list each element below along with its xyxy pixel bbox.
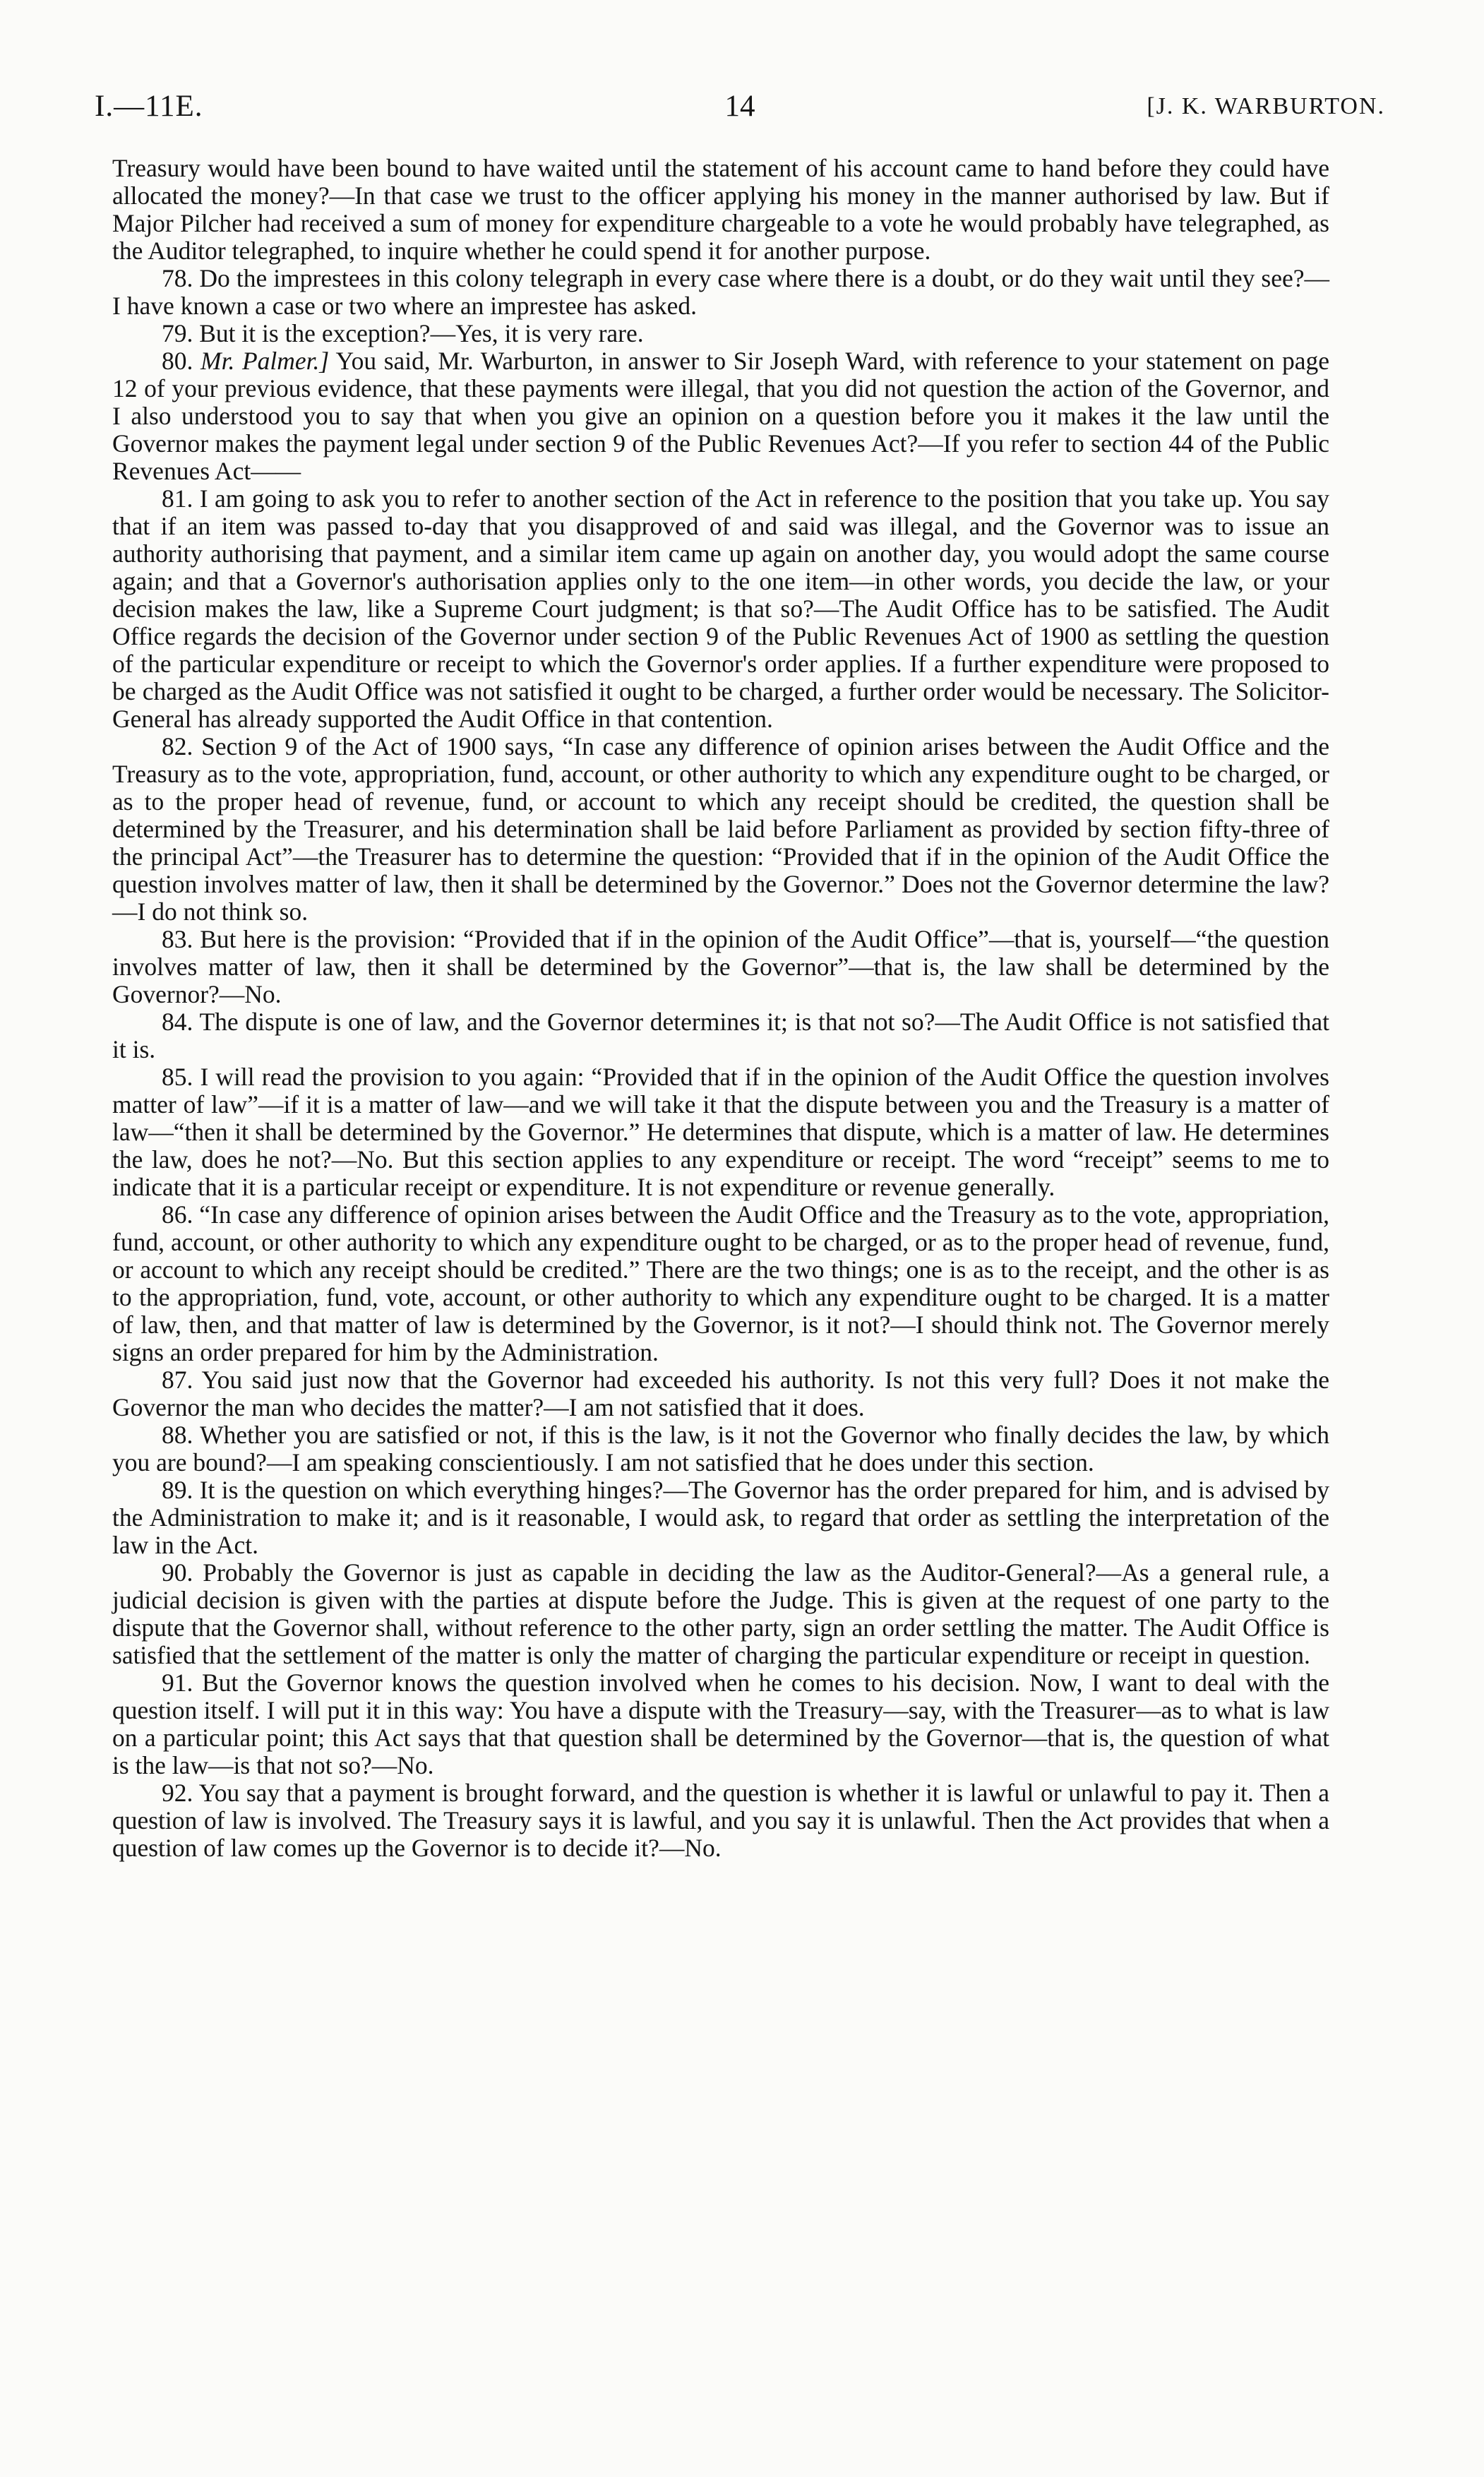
speaker-name: Mr. Palmer.] bbox=[201, 347, 330, 375]
paragraph-q81: 81. I am going to ask you to refer to another section of the Act in reference to the position that you take up. You say that if an item was passed to-day that you disapproved of and said was illegal, and the Governor was to issue an authority authorising that payment, and a similar item came up again on another day, you would adopt the same course again; and that a Governor's authorisation applies only to the one item—in other words, you decide the law, or your decision makes the law, like a Supreme Court judgment; is that so?—The Audit Office has to be satisfied. The Audit Office regards the decision of the Governor under section 9 of the Public Revenues Act of 1900 as settling the question of the particular expenditure or receipt to which the Governor's order applies. If a further expenditure were proposed to be charged as the Audit Office was not satisfied it ought to be charged, a further order would be necessary. The Solicitor-General has already supported the Audit Office in that contention. bbox=[112, 484, 1329, 733]
paragraph-q92: 92. You say that a payment is brought forward, and the question is whether it is lawful or unlawful to pay it. Then a question of law is involved. The Treasury says it is lawful, and you say it is unlawful. Then the Act provides that when a question of law comes up the Governor is to decide it?—No. bbox=[112, 1779, 1329, 1862]
paragraph-q79: 79. But it is the exception?—Yes, it is very rare. bbox=[162, 319, 644, 347]
paragraph-q84: 84. The dispute is one of law, and the Governor determines it; is that not so?—The Audit Office is not satisfied that it is. bbox=[112, 1008, 1329, 1063]
paragraph-q83: 83. But here is the provision: “Provided that if in the opinion of the Audit Office”—that is, yourself—“the question involves matter of law, then it shall be determined by the Governor”—that is, the law shall be determined by the Governor?—No. bbox=[112, 925, 1329, 1008]
paragraph-q82: 82. Section 9 of the Act of 1900 says, “In case any difference of opinion arises between the Audit Office and the Treasury as to the vote, appropriation, fund, account, or other authority to which any expenditure ought to be charged, or as to the proper head of revenue, fund, or account to which any receipt should be credited, the question shall be determined by the Treasurer, and his determination shall be laid before Parliament as provided by section fifty-three of the principal Act”—the Treasurer has to determine the question: “Provided that if in the opinion of the Audit Office the question involves matter of law, then it shall be determined by the Governor.” Does not the Governor determine the law?—I do not think so. bbox=[112, 732, 1329, 926]
paragraph-text: You said, Mr. Warburton, in answer to Sir Joseph Ward, with reference to your statement on page 12 of your previous evidence, that these payments were illegal, that you did not question the action of the Governor, and I also understood you to say that when you give an opinion on a question before you it makes it the law until the Governor makes the payment legal under section 9 of the Public Revenues Act?—If you refer to section 44 of the Public Revenues Act—— bbox=[112, 347, 1329, 485]
running-header bbox=[95, 89, 1385, 131]
paragraph-q89: 89. It is the question on which everything hinges?—The Governor has the order prepared for him, and is advised by the Administration to make it; and is it reasonable, I would ask, to regard that order as settling the interpretation of the law in the Act. bbox=[112, 1476, 1329, 1559]
paragraph-q87: 87. You said just now that the Governor had exceeded his authority. Is not this very full? Does it not make the Governor the man who decides the matter?—I am not satisfied that it does. bbox=[112, 1366, 1329, 1421]
paragraph-q86: 86. “In case any difference of opinion arises between the Audit Office and the Treasury as to the vote, appropriation, fund, account, or other authority to which any expenditure ought to be charged, or as to the proper head of revenue, fund, or account to which any receipt should be credited.” There are the two things; one is as to the receipt, and the other is as to the appropriation, fund, vote, account, or other authority to which any expenditure ought to be charged. It is a matter of law, then, and that matter of law is determined by the Governor, is it not?—I should think not. The Governor merely signs an order prepared for him by the Administration. bbox=[112, 1200, 1329, 1366]
paragraph-q80 bbox=[112, 347, 1329, 485]
paragraph-q90: 90. Probably the Governor is just as capable in deciding the law as the Auditor-General?—As a general rule, a judicial decision is given with the parties at dispute before the Judge. This is given at the request of one party to the dispute that the Governor shall, without reference to the other party, sign an order settling the matter. The Audit Office is satisfied that the settlement of the matter is only the matter of charging the particular expenditure or receipt in question. bbox=[112, 1558, 1329, 1669]
page-number: 14 bbox=[724, 90, 755, 123]
evidence-text bbox=[112, 155, 1329, 1862]
paragraph-q88: 88. Whether you are satisfied or not, if this is the law, is it not the Governor who finally decides the law, by which you are bound?—I am speaking conscientiously. I am not satisfied that he does under this section. bbox=[112, 1421, 1329, 1476]
question-number: 80. bbox=[162, 347, 193, 375]
paragraph-q91: 91. But the Governor knows the question involved when he comes to his decision. Now, I want to deal with the question itself. I will put it in this way: You have a dispute with the Treasury—say, with the Treasurer—as to what is law on a particular point; this Act says that that question shall be determined by the Governor—that is, the question of what is the law—is that not so?—No. bbox=[112, 1669, 1329, 1779]
witness-name: [J. K. WARBURTON. bbox=[1147, 93, 1385, 119]
paragraph-q85: 85. I will read the provision to you again: “Provided that if in the opinion of the Audit Office the question involves matter of law”—if it is a matter of law—and we will take it that the dispute between you and the Treasury is a matter of law—“then it shall be determined by the Governor.” He determines that dispute, which is a matter of law. He determines the law, does he not?—No. But this section applies to any expenditure or receipt. The word “receipt” seems to me to indicate that it is a particular receipt or expenditure. It is not expenditure or revenue generally. bbox=[112, 1063, 1329, 1201]
document-reference: I.—11E. bbox=[95, 90, 203, 123]
paragraph-continued: Treasury would have been bound to have waited until the statement of his account came to hand before they could have allocated the money?—In that case we trust to the officer applying his money in the manner authorised by law. But if Major Pilcher had received a sum of money for expenditure chargeable to a vote he would probably have telegraphed, as the Auditor telegraphed, to inquire whether he could spend it for another purpose. bbox=[112, 154, 1329, 265]
paragraph-q78: 78. Do the imprestees in this colony telegraph in every case where there is a doubt, or do they wait until they see?—I have known a case or two where an imprestee has asked. bbox=[112, 264, 1329, 320]
